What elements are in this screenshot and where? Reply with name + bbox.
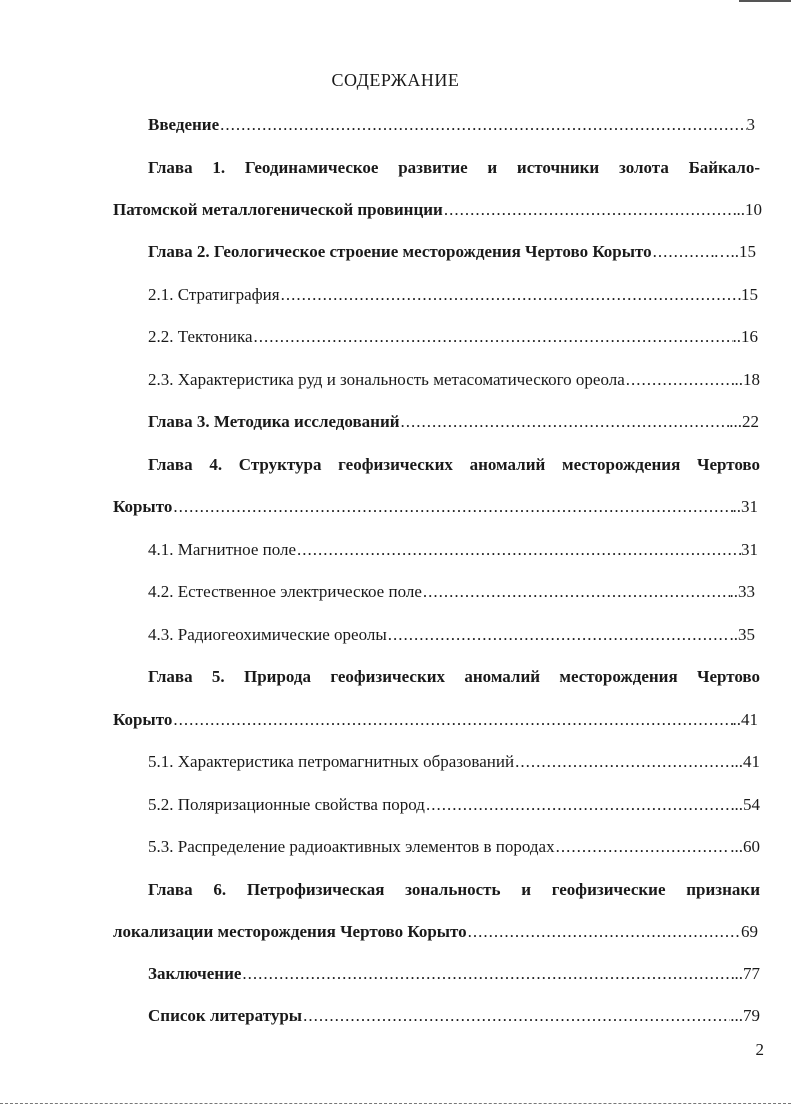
toc-entry-5-1[interactable] bbox=[148, 751, 760, 773]
toc-entry-introduction[interactable] bbox=[148, 114, 755, 136]
toc-entry-label: Введение bbox=[148, 115, 220, 134]
toc-entry-label: Корыто bbox=[113, 710, 173, 729]
toc-entry-page: ..35 bbox=[729, 625, 755, 644]
toc-entry-label: 4.3. Радиогеохимические ореолы bbox=[148, 625, 387, 644]
toc-entry-references[interactable] bbox=[148, 1005, 760, 1027]
page-title: СОДЕРЖАНИЕ bbox=[331, 70, 460, 90]
toc-entry-label: 2.1. Стратиграфия bbox=[148, 285, 280, 304]
toc-entry-chapter1[interactable] bbox=[113, 199, 762, 221]
toc-entry-label: 5.2. Поляризационные свойства пород bbox=[148, 795, 425, 814]
toc-entry-page: 3 bbox=[746, 115, 755, 134]
toc-entry-chapter6[interactable] bbox=[113, 921, 758, 943]
toc-entry-label: Патомской металлогенической провинции bbox=[113, 200, 443, 219]
toc-entry-label: 5.1. Характеристика петромагнитных образований bbox=[148, 752, 515, 771]
toc-entry-4-2[interactable] bbox=[148, 581, 755, 603]
leader-dots bbox=[302, 1005, 730, 1027]
toc-entry-label: 2.3. Характеристика руд и зональность метасоматического ореола bbox=[148, 370, 625, 389]
toc-entry-label: 5.3. Распределение радиоактивных элементов в породах bbox=[148, 837, 555, 856]
leader-dots bbox=[625, 369, 735, 391]
toc-entry-label: локализации месторождения Чертово Корыто bbox=[113, 922, 467, 941]
toc-entry-page: ...60 bbox=[730, 837, 760, 856]
leader-dots bbox=[253, 326, 733, 348]
toc-entry-chapter4-line1: Глава 4. Структура геофизических аномалий месторождения Чертово bbox=[148, 455, 760, 474]
page-number: 2 bbox=[755, 1040, 764, 1059]
toc-entry-2-3[interactable] bbox=[148, 369, 760, 391]
toc-entry-chapter4[interactable] bbox=[113, 496, 758, 518]
toc-entry-page: ..16 bbox=[732, 327, 758, 346]
toc-entry-page: ..10 bbox=[736, 200, 762, 219]
toc-entry-5-2[interactable] bbox=[148, 794, 760, 816]
leader-dots bbox=[219, 114, 746, 136]
leader-dots bbox=[241, 963, 734, 985]
toc-entry-5-3[interactable] bbox=[148, 836, 760, 858]
toc-entry-page: …..15 bbox=[713, 242, 756, 261]
toc-entry-4-1[interactable] bbox=[148, 539, 758, 561]
leader-dots bbox=[296, 539, 741, 561]
toc-entry-page: 15 bbox=[741, 285, 758, 304]
toc-entry-page: ..33 bbox=[729, 582, 755, 601]
toc-entry-page: 69 bbox=[741, 922, 758, 941]
toc-entry-page: ..41 bbox=[734, 752, 760, 771]
leader-dots bbox=[555, 836, 731, 858]
toc-entry-label: 4.1. Магнитное поле bbox=[148, 540, 297, 559]
toc-entry-label: Список литературы bbox=[148, 1006, 303, 1025]
leader-dots bbox=[387, 624, 730, 646]
toc-entry-label: Корыто bbox=[113, 497, 173, 516]
toc-entry-label: Заключение bbox=[148, 964, 242, 983]
toc-entry-label: Глава 3. Методика исследований bbox=[148, 412, 400, 431]
toc-entry-page: ..31 bbox=[732, 497, 758, 516]
toc-entry-page: ..54 bbox=[734, 795, 760, 814]
toc-entry-page: ..18 bbox=[734, 370, 760, 389]
toc-entry-label: 4.2. Естественное электрическое поле bbox=[148, 582, 422, 601]
leader-dots bbox=[172, 709, 732, 731]
leader-dots bbox=[280, 284, 741, 306]
leader-dots bbox=[467, 921, 741, 943]
leader-dots bbox=[652, 241, 714, 263]
toc-entry-label: 2.2. Тектоника bbox=[148, 327, 253, 346]
toc-entry-chapter5[interactable] bbox=[113, 709, 758, 731]
toc-entry-page: ..41 bbox=[732, 710, 758, 729]
toc-entry-chapter2[interactable] bbox=[148, 241, 756, 263]
toc-entry-page: ..77 bbox=[734, 964, 760, 983]
toc-entry-2-2[interactable] bbox=[148, 326, 758, 348]
leader-dots bbox=[400, 411, 730, 433]
toc-entry-page: ...22 bbox=[729, 412, 759, 431]
leader-dots bbox=[514, 751, 734, 773]
toc-entry-chapter3[interactable] bbox=[148, 411, 759, 433]
toc-entry-label: Глава 2. Геологическое строение месторождения Чертово Корыто bbox=[148, 242, 652, 261]
toc-entry-page: ...79 bbox=[730, 1006, 760, 1025]
toc-entry-page: 31 bbox=[741, 540, 758, 559]
leader-dots bbox=[422, 581, 730, 603]
leader-dots bbox=[425, 794, 735, 816]
toc-entry-4-3[interactable] bbox=[148, 624, 755, 646]
toc-entry-chapter1-line1: Глава 1. Геодинамическое развитие и источники золота Байкало- bbox=[148, 158, 760, 177]
leader-dots bbox=[443, 199, 737, 221]
toc-entry-chapter5-line1: Глава 5. Природа геофизических аномалий месторождения Чертово bbox=[148, 667, 760, 686]
toc-entry-conclusion[interactable] bbox=[148, 963, 760, 985]
toc-entry-chapter6-line1: Глава 6. Петрофизическая зональность и геофизические признаки bbox=[148, 880, 760, 899]
leader-dots bbox=[172, 496, 732, 518]
toc-entry-2-1[interactable] bbox=[148, 284, 758, 306]
